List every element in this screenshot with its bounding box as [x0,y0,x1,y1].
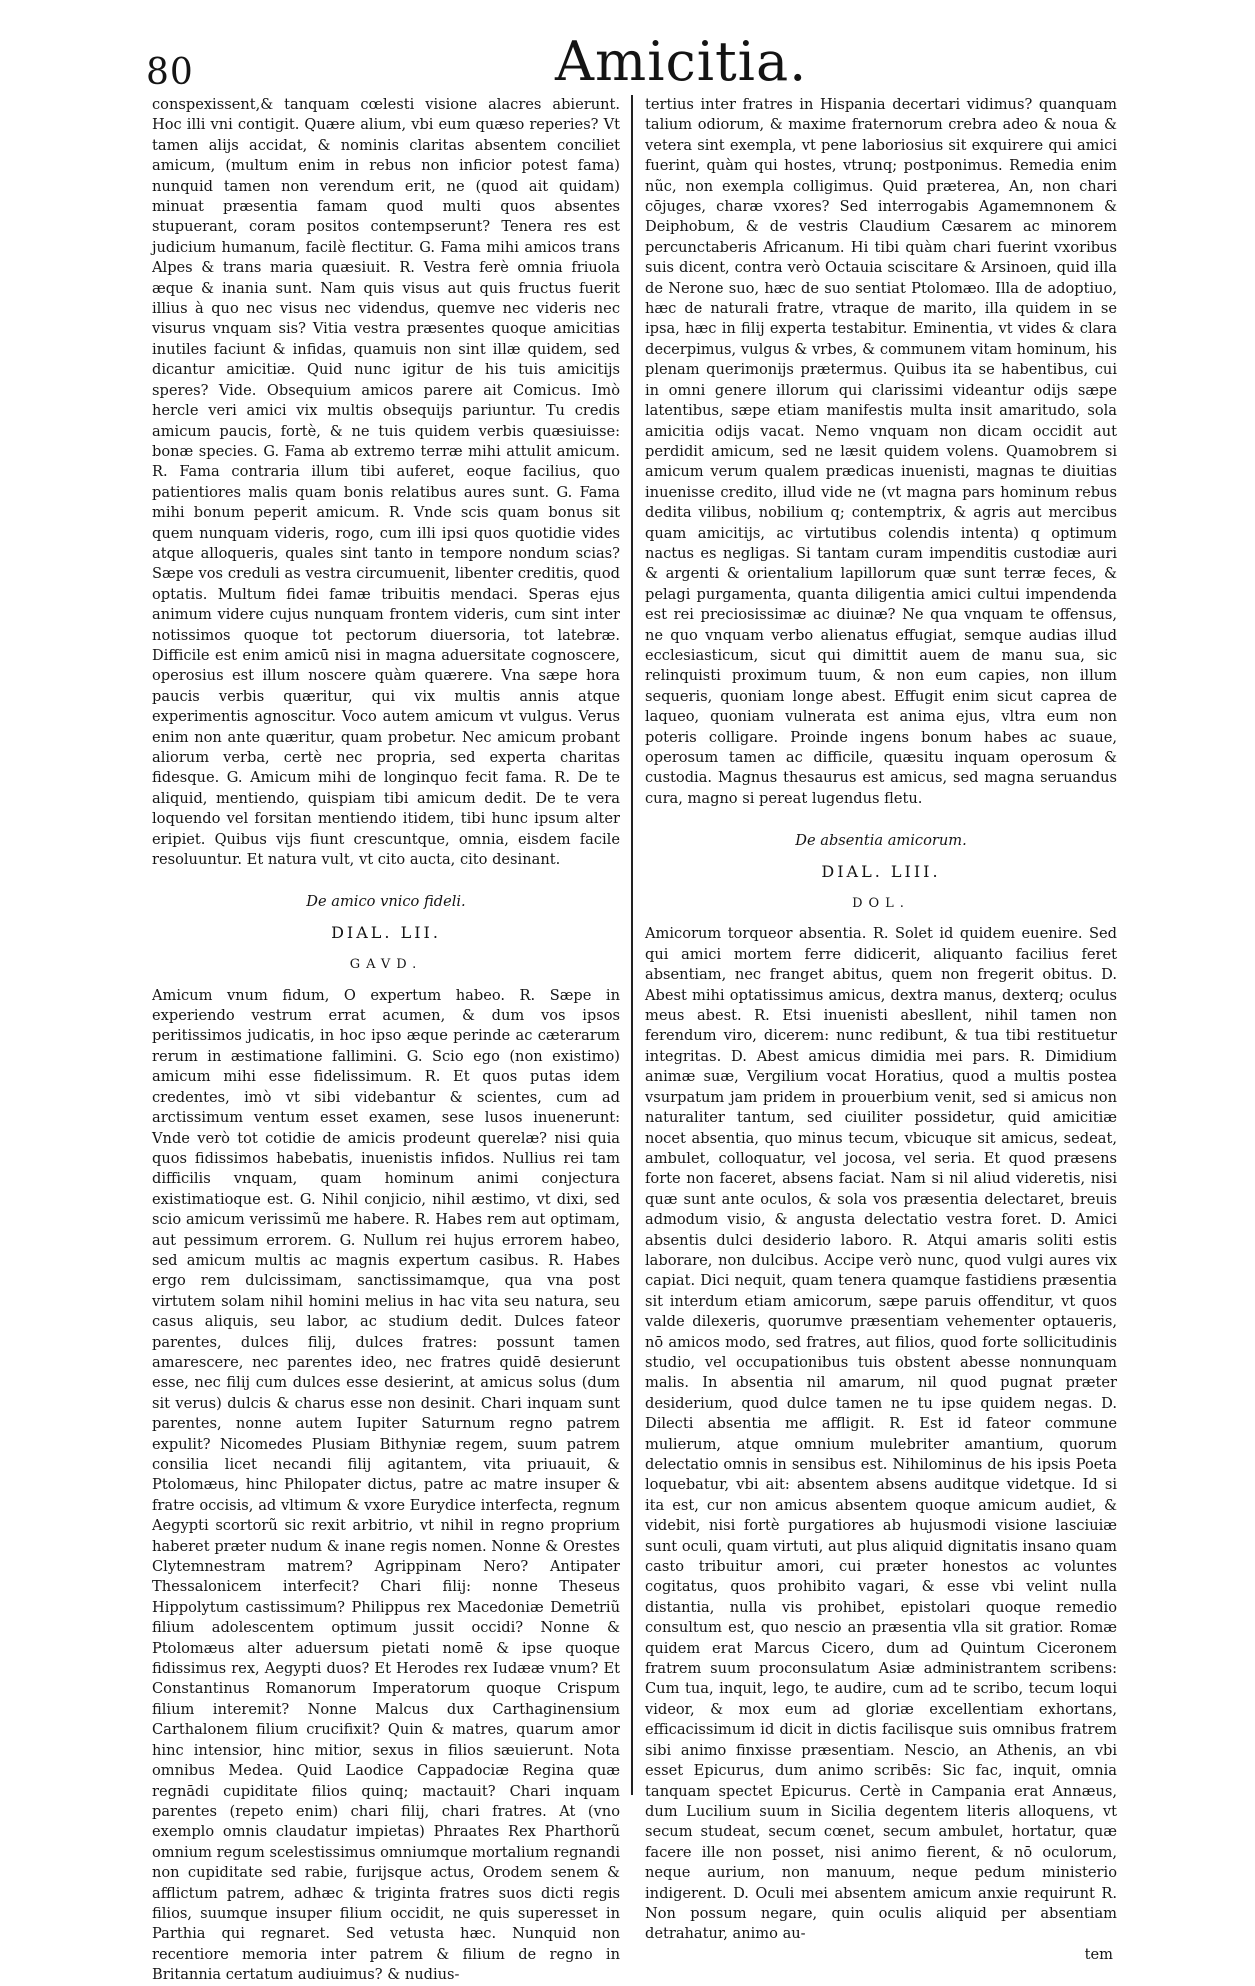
continuation-paragraph: tertius inter fratres in Hispania decertari vidimus? quanquam talium odiorum, & maxime fraternorum crebra adeo & noua & vetera sint exempla, vt pene laboriosius sit exquirere qui amici fuerint, quàm qui hostes, vtrunq; postponimus. Remedia enim nũc, non exempla colligimus. Quid præterea, An, non chari cōjuges, charæ vxores? Sed interrogabis Agamemnonem & Deiphobum, & de vestris Claudium Cæsarem ac minorem percunctaberis Africanum. Hi tibi quàm chari fuerint vxoribus suis dicent, contra verò Octauia sciscitare & Arsinoen, quid illa de Nerone suo, hæc de suo sentiat Ptolomæo. Illa de adoptiuo, hæc de naturali fratre, vtraque de marito, illa quidem in se ipsa, hæc in filij experta testabitur. Eminentia, vt vides & clara decerpimus, vulgus & vrbes, & communem vitam hominum, his plenam querimonijs prætermus. Quibus ita se habentibus, cui in omni genere illorum qui clarissimi videantur odijs sæpe latentibus, sæpe etiam manifestis multa insit amaritudo, sola amicitia odijs vacat. Nemo vnquam non dicam occidit aut perdidit amicum, sed ne læsit quidem volens. Quamobrem si amicum verum qualem prædicas inuenisti, magnas te diuitias inuenisse credito, illud vide ne (vt magna pars hominum rebus dedita vilibus, nobilium q; contemptrix, & agris aut mercibus quam amicitijs, ac virtutibus colendis intenta) q optimum nactus es negligas. Si tantam curam impenditis custodiæ auri & argenti & orientalium lapillorum quæ sunt terræ feces, & pelagi purgamenta, quanta diligentia amici cultui impendenda est rei preciosissimæ ac diuinæ? Ne qua vnquam te offensus, ne quo vnquam verbo alienatus effugiat, semque audias illud ecclesiasticum, sicut qui dimittit auem de manu sua, sic relinquisti proximum tuum, & non eum capies, non illum sequeris, quoniam longe abest. Effugit enim sicut caprea de laqueo, quoniam vulnerata est anima ejus, vltra eum non poteris colligare. Proinde ingens bonum habes ac suaue, operosum tamen ac difficile, quæsitu inquam operosum & custodia. Magnus thesaurus est amicus, sed magna seruandus cura, magno si pereat lugendus fletu. [645,96,1117,807]
speaker-label: GAVD. [349,957,423,973]
left-column [152,95,620,1986]
right-column [645,95,1117,1965]
running-title: Amicitia. [555,30,808,93]
catchword: tem [1084,1945,1113,1963]
section-title: De amico vnico fideli. [306,893,466,911]
column-divider [631,95,633,1795]
continuation-paragraph: conspexissent,& tanquam cœlesti visione alacres abierunt. Hoc illi vni contigit. Quære alium, vbi eum quæso reperies? Vt tamen alijs accidat, & nominis claritas absentem conciliet amicum, (multum enim in rebus non inficior potest fama) nunquid tamen non verendum erit, ne (quod ait quidam) minuat præsentia famam quod multi quos absentes stupuerant, coram positos contempserunt? Tenera res est judicium humanum, facilè flectitur. G. Fama mihi amicos trans Alpes & trans maria quæsiuit. R. Vestra ferè omnia friuola æque & inania sunt. Nam quis visus aut quis fructus fuerit illius à quo nec visus nec videndus, quemve nec videris nec visurus vnquam sis? Vitia vestra præsentes quoque amicitias inutiles faciunt & infidas, quamuis non sint illæ quidem, sed dicantur amicitiæ. Quid nunc igitur de his tuis amicitijs speres? Vide. Obsequium amicos parere ait Comicus. Imò hercle veri amici vix multis obsequijs pariuntur. Tu credis amicum paucis, fortè, & ne tuis quidem verbis quæsiuisse: bonæ species. G. Fama ab extremo terræ mihi attulit amicum. R. Fama contraria illum tibi auferet, eoque facilius, quo patientiores malis quam bonis relatibus aures sunt. G. Fama mihi bonum peperit amicum. R. Vnde scis quam bonus sit quem nunquam videris, rogo, cum illi ipsi quos quotidie vides atque alloqueris, quales sint tanto in tempore nondum scias? Sæpe vos creduli as vestra circumuenit, libenter creditis, quod optatis. Multum fidei famæ tribuitis mendaci. Speras ejus animum videre cujus nunquam frontem videris, cum sint inter notissimos quoque tot pectorum diuersoria, tot latebræ. Difficile est enim amicū nisi in magna aduersitate cognoscere, operosius est illum noscere quàm quærere. Vna sæpe hora paucis verbis quæritur, qui vix multis annis atque experimentis agnoscitur. Voco autem amicum vt vulgus. Verus enim non ante quæritur, quam probetur. Nec amicum probant aliorum verba, certè nec propria, sed experta charitas fidesque. G. Amicum mihi de longinquo fecit fama. R. De te aliquid, mentiendo, quispiam tibi amicum dedit. De te vera loquendo vel forsitan mentiendo itidem, tibi hunc ipsum alter eripiet. Quibus vijs fiunt crescuntque, omnia, eisdem facile resoluuntur. Et natura vult, vt cito aucta, cito desinant. [152,96,620,869]
dialogue-paragraph: Amicum vnum fidum, O expertum habeo. R. Sæpe in experiendo vestrum errat acumen, & dum vos ipsos peritissimos judicatis, in hoc ipso æque perinde ac cæterarum rerum in æstimatione fallimini. G. Scio ego (non existimo) amicum mihi esse fidelissimum. R. Et quos putas idem credentes, imò vt sibi videbantur & scientes, cum ad arctissimum ventum esset examen, sese lusos inuenerunt: Vnde verò tot cotidie de amicis prodeunt querelæ? nisi quia quos fidissimos habebatis, inuenistis infidos. Nullius rei tam difficilis vnquam, quam hominum animi conjectura existimatioque est. G. Nihil conjicio, nihil æstimo, vt dixi, sed scio amicum verissimũ me habere. R. Habes rem aut optimam, aut pessimum errorem. G. Nullum rei hujus errorem habeo, sed amicum multis ac magnis expertum casibus. R. Habes ergo rem dulcissimam, sanctissimamque, qua vna post virtutem solam nihil homini melius in hac vita seu natura, seu casus aliquis, seu labor, ac studium dedit. Dulces fateor parentes, dulces filij, dulces fratres: possunt tamen amarescere, nec parentes ideo, nec fratres quidē desierunt esse, nec filij cum dulces esse desierint, at amicus solus (dum sit verus) dulcis & charus esse non desinit. Chari inquam sunt parentes, nonne autem Iupiter Saturnum regno patrem expulit? Nicomedes Plusiam Bithyniæ regem, suum patrem consilia licet necandi filij agitantem, vita priuauit, & Ptolomæus, hinc Philopater dictus, patre ac matre insuper & fratre occisis, ad vltimum & vxore Eurydice interfecta, regnum Aegypti scortorũ sic rexit arbitrio, vt nihil in regno proprium haberet præter nudum & inane regis nomen. Nonne & Orestes Clytemnestram matrem? Agrippinam Nero? Antipater Thessalonicem interfecit? Chari filij: nonne Theseus Hippolytum castissimum? Philippus rex Macedoniæ Demetriũ filium adolescentem optimum jussit occidi? Nonne & Ptolomæus alter aduersum pietati nomē & ipse quoque fidissimus rex, Aegypti duos? Et Herodes rex Iudææ vnum? Et Constantinus Romanorum Imperatorum quoque Crispum filium interemit? Nonne Malcus dux Carthaginensium Carthalonem filium crucifixit? Quin & matres, quarum amor hinc intensior, hinc mitior, sexus in filios sæuierunt. Nota omnibus Medea. Quid Laodice Cappadociæ Regina quæ regnādi cupiditate filios quinq; mactauit? Chari inquam parentes (repeto enim) chari filij, chari fratres. At (vno exemplo omnis claudatur impietas) Phraates Rex Pharthorũ omnium regum scelestissimus omniumque mortalium regnandi non cupiditate sed rabie, furijsque actus, Orodem senem & afflictum patrem, adhæc & triginta fratres suos dicti regis filios, suumque insuper filium occidit, ne quis superesset in Parthia qui regnaret. Sed vetusta hæc. Nunquid non recentiore memoria inter patrem & filium de regno in Britannia certatum audiuimus? & nudius- [152,986,620,1984]
dialogue-label: DIAL. LIII. [821,861,941,881]
dialogue-paragraph: Amicorum torqueor absentia. R. Solet id quidem euenire. Sed qui amici mortem ferre didicerit, aliquanto facilius feret absentiam, nec franget abitus, quem non fregerit obitus. D. Abest mihi optatissimus amicus, dextra manus, dexterq; oculus meus abest. R. Etsi inuenisti abesllent, nihil tamen non ferendum viro, dicerem: nunc redibunt, & tua tibi restituetur integritas. D. Abest amicus dimidia mei pars. R. Dimidium animæ suæ, Vergilium vocat Horatius, quod a multis postea vsurpatum jam pridem in prouerbium venit, sed si amicus non naturaliter tantum, sed ciuiliter possidetur, quid amicitiæ nocet absentia, quo minus tecum, vbicuque sit amicus, sedeat, ambulet, colloquatur, vel jocosa, vel seria. Et quod præsens forte non faceret, absens faciat. Nam si nil aliud videretis, nisi quæ sunt ante oculos, & sola vos præsentia delectaret, breuis admodum visio, & angusta delectatio vestra foret. D. Amici absentis dulci desiderio laboro. R. Atqui amaris soliti estis laborare, non dulcibus. Accipe verò nunc, quod vulgi aures vix capiat. Dici nequit, quam tenera quamque fastidiens præsentia sit interdum etiam amicorum, sæpe paruis offenditur, vt quos valde dilexeris, quorumve præsentiam vehementer optaueris, nō amicos modo, sed fratres, aut filios, quod forte sollicitudinis studio, vel occupationibus tuis obstent abesse nonnunquam malis. In absentia nil amarum, nil quod pugnat præter desiderium, quod dulce tamen ne tu ipse quidem negas. D. Dilecti absentia me affligit. R. Est id fateor commune mulierum, atque omnium mulebriter amantium, quorum delectatio omnis in sensibus est. Nihilominus de his ipsis Poeta loquebatur, vbi ait: absentem absens auditque videtque. Id si ita est, cur non amicus absentem quoque amicum audiet, & videbit, nisi fortè purgatiores ab hujusmodi visione lasciuiæ sunt oculi, quam virtuti, aut plus aliquid dignitatis insano quam casto tribuitur amori, cui præter honestos ac voluntes cogitatus, quos prohibito vagari, & esse vbi velint nulla distantia, nulla vis prohibet, epistolari quoque remedio consultum est, quo nescio an præsentia vlla sit gratior. Romæ quidem erat Marcus Cicero, dum ad Quintum Ciceronem fratrem suum proconsulatum Asiæ administrantem scribens: Cum tua, inquit, lego, te audire, cum ad te scribo, tecum loqui videor, & mox eum ad gloriæ excellentiam exhortans, efficacissimum id dicit in dictis facilisque suis omnibus fratrem sibi animo finxisse præsentiam. Nescio, an Athenis, an vbi esset Epicurus, dum animo scribēs: Sic fac, inquit, omnia tanquam spectet Epicurus. Certè in Campania erat Annæus, dum Lucilium suum in Sicilia degentem literis alloquens, vt secum studeat, secum cœnet, secum ambulet, hortatur, quæ facere ille non posset, nisi animo fierent, & nō oculorum, neque aurium, non manuum, neque pedum ministerio indigerent. D. Oculi mei absentem amicum anxie requirunt R. Non possum negare, quin oculis aliquid per absentiam detrahatur, animo au- [645,925,1117,1943]
section-title: De absentia amicorum. [795,832,967,850]
dialogue-label: DIAL. LII. [331,922,441,942]
speaker-label: DOL. [852,896,910,912]
page-number: 80 [146,52,194,93]
